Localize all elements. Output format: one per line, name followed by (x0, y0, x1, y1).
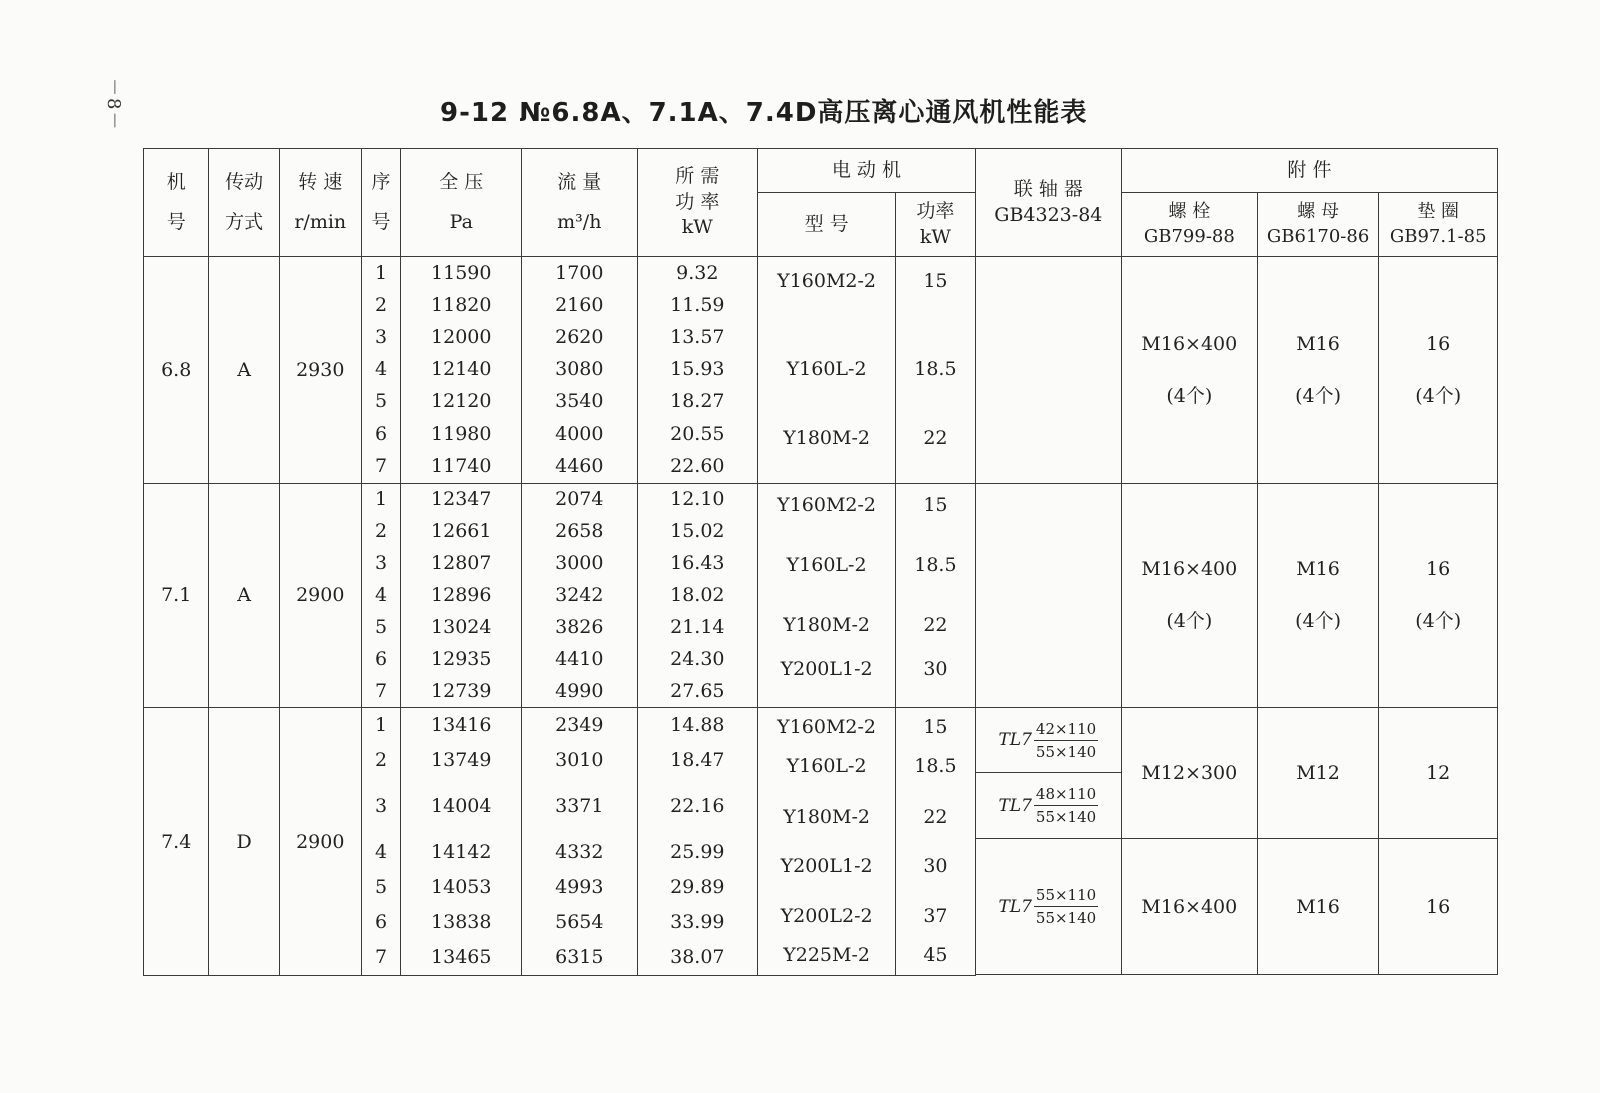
header-coupling: 联 轴 器 GB4323-84 (975, 149, 1121, 257)
machine-no-cell: 6.8 (144, 257, 209, 484)
table-header (144, 149, 1498, 257)
header-seq: 序 号 (361, 149, 401, 257)
performance-table (143, 148, 1498, 976)
bolt-cell: M16×400 (1121, 838, 1257, 975)
motor-model-cell: Y160M2-2 Y160L-2 Y180M-2 Y200L1-2 (758, 483, 896, 708)
motor-power-cell: 15 18.5 22 30 37 45 (896, 708, 976, 976)
header-bolt: 螺 栓 GB799-88 (1121, 193, 1257, 257)
drive-mode-cell: A (209, 483, 280, 708)
header-flow: 流 量 m³/h (522, 149, 637, 257)
header-motor: 电 动 机 (758, 149, 976, 193)
speed-cell: 2900 (279, 708, 361, 976)
coupling-cell (975, 708, 1121, 773)
nut-cell: M16 (4个) (1257, 257, 1379, 484)
header-washer: 垫 圈 GB97.1-85 (1379, 193, 1498, 257)
machine-no-cell: 7.4 (144, 708, 209, 976)
machine-no-cell: 7.1 (144, 483, 209, 708)
header-machine-no: 机 号 (144, 149, 209, 257)
bolt-cell: M16×400 (4个) (1121, 257, 1257, 484)
pressure-cell: 11590 11820 12000 12140 12120 11980 11740 (401, 257, 522, 484)
speed-cell: 2930 (279, 257, 361, 484)
header-total-pressure: 全 压 Pa (401, 149, 522, 257)
table-body (144, 257, 1498, 976)
motor-power-cell: 15 18.5 22 30 (896, 483, 976, 708)
nut-cell: M12 (1257, 708, 1379, 839)
washer-cell: 12 (1379, 708, 1498, 839)
bolt-cell: M16×400 (4个) (1121, 483, 1257, 708)
header-required-power: 所 需 功 率 kW (637, 149, 758, 257)
table-row (144, 708, 1498, 773)
header-motor-power: 功率 kW (896, 193, 976, 257)
bolt-cell: M12×300 (1121, 708, 1257, 839)
table-row (144, 257, 1498, 484)
seq-cell: 1 2 3 4 5 6 7 (361, 483, 401, 708)
flow-cell: 1700 2160 2620 3080 3540 4000 4460 (522, 257, 637, 484)
coupling-spec: TL7 $\frac{48\times 110}{55\times 140}$ (998, 785, 1097, 827)
motor-power-cell: 15 18.5 22 (896, 257, 976, 484)
coupling-cell (975, 483, 1121, 708)
coupling-cell (975, 838, 1121, 975)
power-cell: 12.10 15.02 16.43 18.02 21.14 24.30 27.65 (637, 483, 758, 708)
seq-cell: 1 2 3 4 5 6 7 (361, 257, 401, 484)
pressure-cell: 13416 13749 14004 14142 14053 13838 13465 (401, 708, 522, 976)
power-cell: 9.32 11.59 13.57 15.93 18.27 20.55 22.60 (637, 257, 758, 484)
header-motor-model: 型 号 (758, 193, 896, 257)
coupling-spec: TL7 $\frac{55\times 110}{55\times 140}$ (998, 886, 1097, 928)
coupling-cell (975, 257, 1121, 484)
motor-model-cell: Y160M2-2 Y160L-2 Y180M-2 (758, 257, 896, 484)
page-title: 9-12 №6.8A、7.1A、7.4D高压离心通风机性能表 (440, 98, 1088, 128)
header-speed: 转 速 r/min (279, 149, 361, 257)
nut-cell: M16 (1257, 838, 1379, 975)
header-accessories: 附 件 (1121, 149, 1497, 193)
table-row (144, 483, 1498, 708)
flow-cell: 2349 3010 3371 4332 4993 5654 6315 (522, 708, 637, 976)
washer-cell: 16 (4个) (1379, 483, 1498, 708)
motor-model-cell: Y160M2-2 Y160L-2 Y180M-2 Y200L1-2 Y200L2-2 Y225M-2 (758, 708, 896, 976)
washer-cell: 16 (4个) (1379, 257, 1498, 484)
seq-cell: 1 2 3 4 5 6 7 (361, 708, 401, 976)
speed-cell: 2900 (279, 483, 361, 708)
coupling-spec: TL7 $\frac{42\times 110}{55\times 140}$ (998, 719, 1097, 761)
header-nut: 螺 母 GB6170-86 (1257, 193, 1379, 257)
coupling-cell (975, 773, 1121, 838)
header-drive-mode: 传动 方式 (209, 149, 280, 257)
page-number: －8－ (103, 78, 124, 132)
washer-cell: 16 (1379, 838, 1498, 975)
flow-cell: 2074 2658 3000 3242 3826 4410 4990 (522, 483, 637, 708)
drive-mode-cell: A (209, 257, 280, 484)
drive-mode-cell: D (209, 708, 280, 976)
pressure-cell: 12347 12661 12807 12896 13024 12935 12739 (401, 483, 522, 708)
power-cell: 14.88 18.47 22.16 25.99 29.89 33.99 38.07 (637, 708, 758, 976)
nut-cell: M16 (4个) (1257, 483, 1379, 708)
